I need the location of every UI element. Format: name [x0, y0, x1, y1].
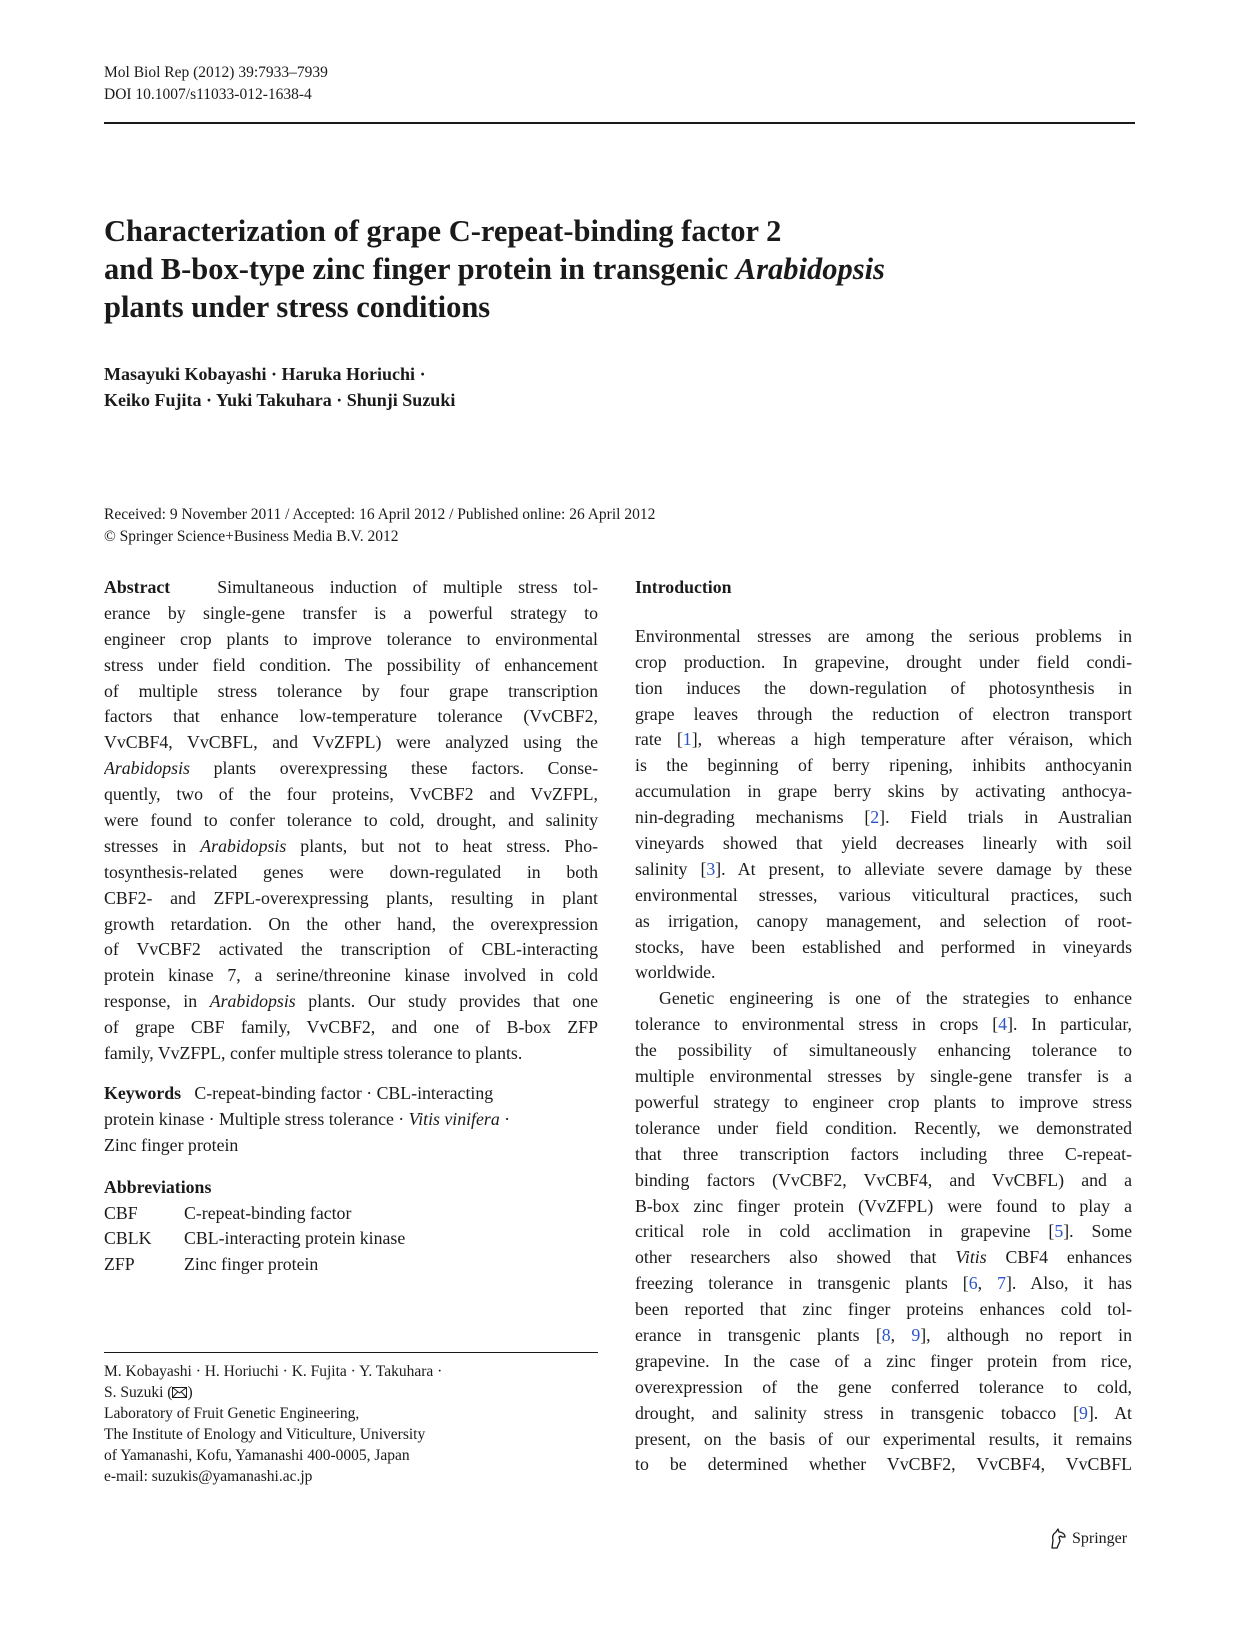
intro-line — [635, 1012, 1132, 1038]
reference-link[interactable]: 9 — [1079, 1402, 1088, 1423]
intro-text: ]. Some — [1063, 1221, 1132, 1242]
intro-text: ]. At — [1087, 1402, 1132, 1423]
reference-link[interactable]: 3 — [706, 858, 716, 879]
abstract-line: of VvCBF2 activated the transcription of CBL-interacting — [104, 939, 598, 960]
intro-line: vineyards showed that yield decreases linearly with soil — [635, 833, 1132, 854]
reference-link[interactable]: 8 — [881, 1324, 891, 1345]
footnote-rule — [104, 1352, 598, 1353]
right-column — [635, 575, 1132, 1478]
abstract-line: erance by single-gene transfer is a powerful strategy to — [104, 602, 598, 623]
copyright: © Springer Science+Business Media B.V. 2012 — [104, 528, 399, 545]
title-line-2-italic: Arabidopsis — [735, 252, 885, 286]
author-affiliation — [104, 1361, 598, 1487]
intro-text: erance in transgenic plants [ — [635, 1324, 882, 1345]
intro-line: tolerance under field condition. Recently, we demonstrated — [635, 1117, 1132, 1138]
intro-line: grape leaves through the reduction of electron transport — [635, 703, 1132, 724]
intro-line: Genetic engineering is one of the strategies to enhance — [659, 988, 1132, 1009]
keywords-text: · — [499, 1108, 511, 1129]
intro-text: other researchers also showed that — [635, 1247, 956, 1268]
intro-line: stocks, have been established and performed in vineyards — [635, 936, 1132, 957]
publisher-logo — [1048, 1528, 1127, 1550]
intro-line: as irrigation, canopy management, and selection of root- — [635, 910, 1132, 931]
reference-link[interactable]: 7 — [997, 1273, 1006, 1294]
abstract-text: plants. Our study provides that one — [295, 991, 598, 1012]
intro-text: rate [ — [635, 729, 683, 750]
authors-line-1: Masayuki Kobayashi · Haruka Horiuchi · — [104, 364, 426, 384]
intro-text: ], although no report in — [920, 1324, 1132, 1345]
intro-line: to be determined whether VvCBF2, VvCBF4, VvCBFL — [635, 1454, 1132, 1475]
abstract-line: growth retardation. On the other hand, the overexpression — [104, 913, 598, 934]
abbreviation-value: CBL-interacting protein kinase — [184, 1228, 406, 1249]
keywords-text: protein kinase · Multiple stress tolerance · — [104, 1108, 409, 1129]
keywords-italic: Vitis vinifera — [408, 1108, 500, 1129]
intro-line: worldwide. — [635, 962, 716, 983]
intro-text: salinity [ — [635, 858, 707, 879]
intro-text: ]. At present, to alleviate severe damage by these — [715, 858, 1132, 879]
intro-line: overexpression of the gene conferred tolerance to cold, — [635, 1376, 1132, 1397]
intro-text: critical role in cold acclimation in grapevine [ — [635, 1221, 1055, 1242]
intro-text: ]. In particular, — [1007, 1014, 1132, 1035]
intro-line: B-box zinc finger protein (VvZFPL) were found to play a — [635, 1195, 1132, 1216]
intro-line — [635, 727, 1132, 753]
abbreviation-key: CBF — [104, 1202, 138, 1223]
affiliation-text: S. Suzuki ( — [104, 1384, 173, 1401]
intro-line: that three transcription factors including three C-repeat- — [635, 1143, 1132, 1164]
abstract-line: VvCBF4, VvCBFL, and VvZFPL) were analyzed using the — [104, 732, 598, 753]
abbreviations-list — [104, 1201, 598, 1279]
intro-line: tion induces the down-regulation of photosynthesis in — [635, 677, 1132, 698]
abstract-line: family, VvZFPL, confer multiple stress tolerance to plants. — [104, 1043, 523, 1064]
intro-line: present, on the basis of our experimental results, it remains — [635, 1428, 1132, 1449]
abstract-italic: Arabidopsis — [209, 991, 296, 1012]
affiliation-lab: Laboratory of Fruit Genetic Engineering, — [104, 1405, 360, 1422]
abstract-line — [104, 756, 598, 782]
intro-text: tolerance to environmental stress in crops [ — [635, 1014, 999, 1035]
intro-line: Environmental stresses are among the serious problems in — [635, 625, 1132, 646]
abstract-line: of multiple stress tolerance by four grape transcription — [104, 680, 598, 701]
intro-italic: Vitis — [955, 1247, 987, 1268]
intro-line — [635, 1323, 1132, 1349]
abstract-text: response, in — [104, 991, 210, 1012]
abstract-line — [104, 989, 598, 1015]
envelope-icon — [172, 1387, 187, 1398]
intro-line: is the beginning of berry ripening, inhibits anthocyanin — [635, 755, 1132, 776]
intro-text: , — [890, 1324, 912, 1345]
keywords-line — [104, 1107, 598, 1133]
intro-line — [635, 1271, 1132, 1297]
intro-line — [635, 1219, 1132, 1245]
abstract-line: stress under field condition. The possibility of enhancement — [104, 654, 598, 675]
abstract-line: factors that enhance low-temperature tolerance (VvCBF2, — [104, 706, 598, 727]
reference-link[interactable]: 4 — [998, 1014, 1008, 1035]
publisher-name: Springer — [1072, 1530, 1128, 1547]
author-list — [104, 361, 455, 413]
abstract-line: quently, two of the four proteins, VvCBF2 and VvZFPL, — [104, 784, 598, 805]
intro-line: the possibility of simultaneously enhancing tolerance to — [635, 1040, 1132, 1061]
keywords — [104, 1081, 598, 1159]
intro-text: ]. Field trials in Australian — [879, 807, 1132, 828]
abbreviation-row — [104, 1226, 598, 1252]
intro-line: binding factors (VvCBF2, VvCBF4, and VvCBFL) and a — [635, 1169, 1132, 1190]
intro-line — [635, 1245, 1132, 1271]
affiliation-text: ) — [187, 1384, 193, 1401]
intro-line — [635, 805, 1132, 831]
header-rule — [104, 122, 1135, 124]
intro-line: environmental stresses, various viticultural practices, such — [635, 884, 1132, 905]
affiliation-institute: The Institute of Enology and Viticulture, University — [104, 1426, 426, 1443]
keywords-line — [104, 1081, 598, 1107]
title-line-1: Characterization of grape C-repeat-binding factor 2 — [104, 214, 782, 248]
intro-line: been reported that zinc finger proteins enhances cold tol- — [635, 1299, 1132, 1320]
intro-line: multiple environmental stresses by single-gene transfer is a — [635, 1066, 1132, 1087]
abstract-line: were found to confer tolerance to cold, drought, and salinity — [104, 810, 598, 831]
abbreviation-row — [104, 1201, 598, 1227]
journal-doi: DOI 10.1007/s11033-012-1638-4 — [104, 86, 312, 103]
intro-text: drought, and salinity stress in transgenic tobacco [ — [635, 1402, 1079, 1423]
abstract-line: protein kinase 7, a serine/threonine kinase involved in cold — [104, 965, 598, 986]
history-dates: Received: 9 November 2011 / Accepted: 16 April 2012 / Published online: 26 April 2012 — [104, 506, 656, 523]
intro-line — [635, 1401, 1132, 1427]
abbreviations-heading: Abbreviations — [104, 1176, 212, 1197]
abbreviation-row — [104, 1252, 598, 1278]
reference-link[interactable]: 2 — [870, 807, 880, 828]
keywords-heading: Keywords — [104, 1082, 182, 1103]
abstract-italic: Arabidopsis — [200, 835, 287, 856]
abbreviation-key: ZFP — [104, 1254, 135, 1275]
intro-text: freezing tolerance in transgenic plants [ — [635, 1273, 969, 1294]
springer-horse-icon — [1048, 1528, 1068, 1550]
article-title — [104, 212, 1004, 326]
journal-citation: Mol Biol Rep (2012) 39:7933–7939 — [104, 64, 328, 81]
affiliation-authors: M. Kobayashi · H. Horiuchi · K. Fujita · Y. Takuhara · — [104, 1363, 443, 1380]
introduction-heading: Introduction — [635, 577, 732, 597]
reference-link[interactable]: 1 — [682, 729, 692, 750]
intro-line: powerful strategy to engineer crop plants to improve stress — [635, 1091, 1132, 1112]
reference-link[interactable]: 5 — [1054, 1221, 1064, 1242]
abstract-italic: Arabidopsis — [104, 758, 190, 779]
abstract-text: plants, but not to heat stress. Pho- — [286, 835, 598, 856]
abbreviation-key: CBLK — [104, 1228, 152, 1249]
left-column — [104, 575, 598, 1278]
intro-line — [635, 857, 1132, 883]
abstract-line: tosynthesis-related genes were down-regulated in both — [104, 861, 598, 882]
abstract-line — [104, 834, 598, 860]
title-line-2-text: and B-box-type zinc finger protein in transgenic — [104, 252, 736, 286]
intro-line: accumulation in grape berry skins by activating anthocya- — [635, 781, 1132, 802]
intro-text: , — [977, 1273, 998, 1294]
reference-link[interactable]: 9 — [911, 1324, 921, 1345]
journal-header — [104, 62, 328, 106]
intro-text: nin-degrading mechanisms [ — [635, 807, 871, 828]
affiliation-corresponding — [104, 1382, 598, 1403]
abstract-heading: Abstract — [104, 577, 171, 597]
abstract-line: CBF2- and ZFPL-overexpressing plants, resulting in plant — [104, 887, 598, 908]
introduction-paragraph-1 — [635, 624, 1132, 986]
authors-line-2: Keiko Fujita · Yuki Takuhara · Shunji Suzuki — [104, 390, 456, 410]
intro-text: CBF4 enhances — [986, 1247, 1132, 1268]
title-line-3: plants under stress conditions — [104, 290, 491, 324]
introduction-paragraph-2 — [635, 986, 1132, 1478]
reference-link[interactable]: 6 — [968, 1273, 978, 1294]
keywords-line: Zinc finger protein — [104, 1134, 239, 1155]
abstract — [104, 575, 598, 1067]
abbreviation-value: C-repeat-binding factor — [184, 1202, 352, 1223]
abstract-line: Simultaneous induction of multiple stress tol- — [217, 577, 598, 597]
publication-history — [104, 504, 655, 548]
affiliation-email[interactable]: e-mail: suzukis@yamanashi.ac.jp — [104, 1468, 313, 1485]
intro-text: ]. Also, it has — [1005, 1273, 1132, 1294]
abstract-text: plants overexpressing these factors. Conse- — [189, 758, 598, 779]
abbreviation-value: Zinc finger protein — [184, 1254, 319, 1275]
intro-text: ], whereas a high temperature after véraison, which — [691, 729, 1132, 750]
title-line-2 — [104, 250, 1004, 288]
abstract-line: of grape CBF family, VvCBF2, and one of B-box ZFP — [104, 1017, 598, 1038]
abstract-line: engineer crop plants to improve tolerance to environmental — [104, 628, 598, 649]
intro-line: crop production. In grapevine, drought under field condi- — [635, 651, 1132, 672]
abstract-text: stresses in — [104, 835, 201, 856]
keywords-text: C-repeat-binding factor · CBL-interacting — [194, 1082, 494, 1103]
intro-line: grapevine. In the case of a zinc finger protein from rice, — [635, 1350, 1132, 1371]
affiliation-address: of Yamanashi, Kofu, Yamanashi 400-0005, Japan — [104, 1447, 410, 1464]
